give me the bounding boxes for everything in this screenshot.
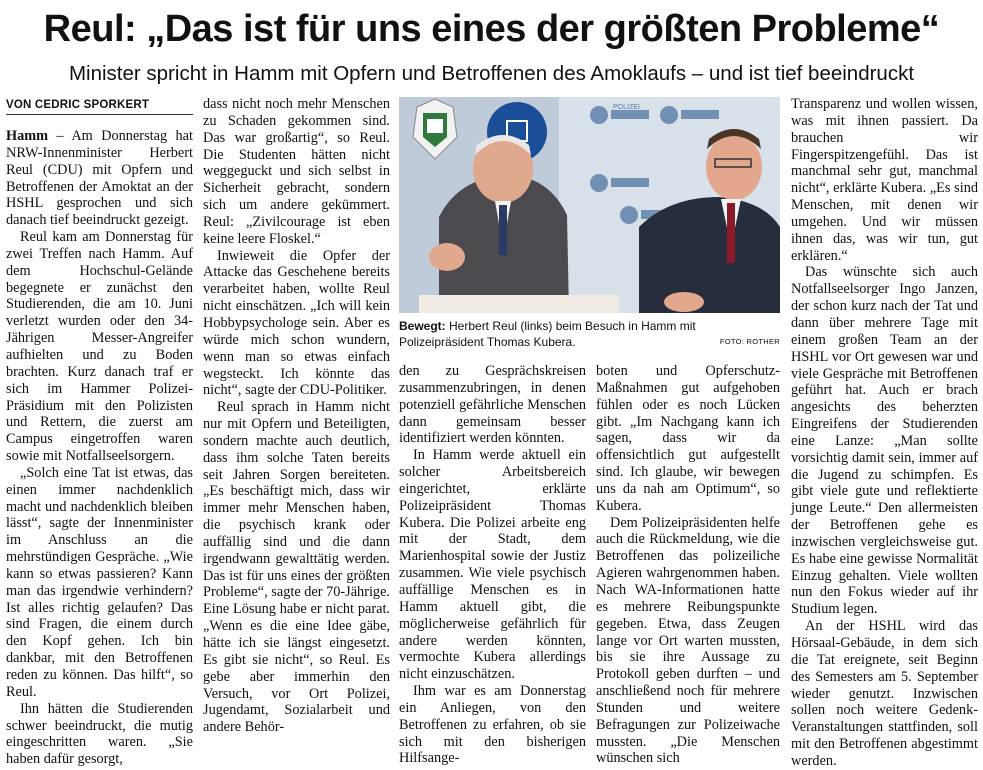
caption-text: Herbert Reul (links) beim Besuch in Hamm mit Polizeipräsident Thomas Kubera. <box>399 319 696 349</box>
byline: VON CEDRIC SPORKERT <box>6 96 193 115</box>
paragraph: Reul kam am Donnerstag für zwei Treffen nach Hamm. Auf dem Hochschul-Gelände begegnete er zunächst den Studierenden, die am 10. Juni verletzt wurden oder den 34-Jährigen Messer-Angreifer aufhielten und zu Boden brachten. Kurz danach traf er sich im Hammer Polizei-Präsidium mit den Polizisten und Rettern, die zuerst am Campus eingetroffen waren sowie mit Notfallseelsorgern. <box>6 229 193 465</box>
article-column-2 <box>203 96 390 736</box>
backdrop-label: POLIZEI <box>613 104 640 111</box>
subheadline: Minister spricht in Hamm mit Opfern und Betroffenen des Amoklaufs – und ist tief beeindruckt <box>68 62 915 85</box>
paragraph: Ihm war es am Donnerstag ein Anliegen, von den Betroffenen zu erfahren, ob sie sich mit den bisherigen Hilfsange- <box>399 683 586 767</box>
paragraph: Das wünschte sich auch Notfallseelsorger Ingo Janzen, der schon kurz nach der Tat und dann über mehrere Tage mit einem großen Team an der HSHL vor Ort gewesen war und viele Gespräche mit Betroffenen geführt hat. Auch er brach angesichts des beherzten Eingreifens der Studierenden eine Lanze: „Man sollte vorsichtig damit sein, immer auf die Jugend zu schimpfen. Es gibt viele gute und reflektierte junge Leute.“ Den allermeisten der Betroffenen gehe es inzwischen vergleichsweise gut. Es habe eine gewisse Normalität Einzug gehalten. Viele wollten nun den Fokus wieder auf ihr Studium legen. <box>791 264 978 618</box>
photo-credit: FOTO: ROTHER <box>719 337 780 346</box>
paragraph: An der HSHL wird das Hörsaal-Gebäude, in dem sich die Tat ereignete, seit Beginn des Semesters am 5. September wieder genutzt. Inzwischen sollen noch weitere Gedenk-Veranstaltungen stattfinden, soll mit den Betroffenen abgestimmt werden. <box>791 618 978 769</box>
article-column-1 <box>6 128 193 768</box>
paragraph: In Hamm werde aktuell ein solcher Arbeitsbereich eingerichtet, erklärte Polizeipräsident Thomas Kubera. Die Polizei arbeite eng mit der Stadt, dem Marienhospital sowie der Justiz zusammen. Wie viele psychisch auffällige Menschen es in Hamm aktuell gibt, die möglicherweise gefährlich für andere werden könnten, vermochte Kubera allerdings nicht einzuschätzen. <box>399 447 586 683</box>
paragraph: boten und Opferschutz-Maßnahmen gut aufgehoben fühlen oder es noch Lücken gibt. „Im Nachgang kann ich sagen, dass wir da offensichtlich gut aufgestellt sind. Ich glaube, wir bewegen uns da nah am Optimum“, so Kubera. <box>596 363 780 514</box>
caption-lead: Bewegt: <box>399 319 446 333</box>
paragraph: Ihn hätten die Studierenden schwer beeindruckt, die mutig eingeschritten waren. „Sie haben dafür gesorgt, <box>6 700 193 768</box>
article-column-4 <box>596 363 780 767</box>
paragraph: Reul sprach in Hamm nicht nur mit Opfern und Beteiligten, sondern machte auch deutlich, dass ihm solche Taten bereits seit Jahren Sorgen bereiteten. „Es beschäftigt mich, dass wir immer mehr Menschen haben, die psychisch krank oder auffällig sind und die dann irgendwann gewalttätig werden. Das ist für uns eines der größten Probleme“, sagte der 70-Jährige. Eine Lösung habe er nicht parat. „Wenn es die eine Idee gäbe, hätte ich sie längst eingesetzt. Es gibt sie nicht“, so Reul. Es gebe aber immerhin den Versuch, vor Ort Polizei, Jugendamt, Sozialarbeit und andere Behör- <box>203 399 390 736</box>
paragraph: Transparenz und wollen wissen, was mit ihnen passiert. Da brauchen wir Fingerspitzengefühl. Das ist manchmal sehr gut, manchmal nicht“, erklärte Kubera. „Es sind Menschen, mit denen wir umgehen. Und wir müssen ihnen das, was wir tun, gut erklären.“ <box>791 96 978 264</box>
headline: Reul: „Das ist für uns eines der größten Probleme“ <box>43 8 940 50</box>
article-column-3 <box>399 363 586 767</box>
photo-caption <box>399 318 780 350</box>
article-photo <box>399 97 780 313</box>
dateline: Hamm <box>6 128 49 144</box>
paragraph: Inwieweit die Opfer der Attacke das Geschehene bereits verarbeitet haben, wollte Reul nicht einschätzen. „Ich will kein Hobbypsychologe sein. Aber es würde mich schon wundern, wenn man so etwas einfach wegsteckt. Ich könnte das nicht“, sagte der CDU-Politiker. <box>203 247 390 399</box>
paragraph: den zu Gesprächskreisen zusammenzubringen, in denen potenziell gefährliche Menschen dann gemeinsam besser identifiziert werden könnten. <box>399 363 586 447</box>
paragraph: dass nicht noch mehr Menschen zu Schaden gekommen sind. Das war großartig“, so Reul. Die Studenten hätten nicht weggeguckt und sich selbst in Sicherheit gebracht, sondern sich um andere gekümmert. Reul: „Zivilcourage ist eben keine leere Floskel.“ <box>203 96 390 247</box>
article-column-5 <box>791 96 978 770</box>
paragraph: Hamm – Am Donnerstag hat NRW-Innenminister Herbert Reul (CDU) mit Opfern und Betroffenen der Amoktat an der HSHL gesprochen und sich danach tief beeindruckt gezeigt. <box>6 128 193 229</box>
paragraph: Dem Polizeipräsidenten helfe auch die Rückmeldung, wie die Betroffenen das polizeiliche Agieren wahrgenommen haben. Nach WA-Informationen hatte es mehrere Reibungspunkte gegeben. Etwa, dass Zeugen lange vor Ort warten mussten, bis sie ihre Aussage zu Protokoll geben durften – und anschließend noch für mehrere Stunden und weitere Befragungen zur Polizeiwache mussten. „Die Menschen wünschen sich <box>596 514 780 767</box>
paragraph: „Solch eine Tat ist etwas, das einen immer nachdenklich macht und nachdenklich bleiben lässt“, sagte der Innenminister im Anschluss an die mehrstündigen Gespräche. „Wie kann so etwas passieren? Kann man das irgendwie verhindern? Ist alles richtig gelaufen? Das sind Fragen, die einem durch den Kopf gehen. Ich bin dankbar, mit den Betroffenen reden zu können. Das hilft“, so Reul. <box>6 464 193 700</box>
